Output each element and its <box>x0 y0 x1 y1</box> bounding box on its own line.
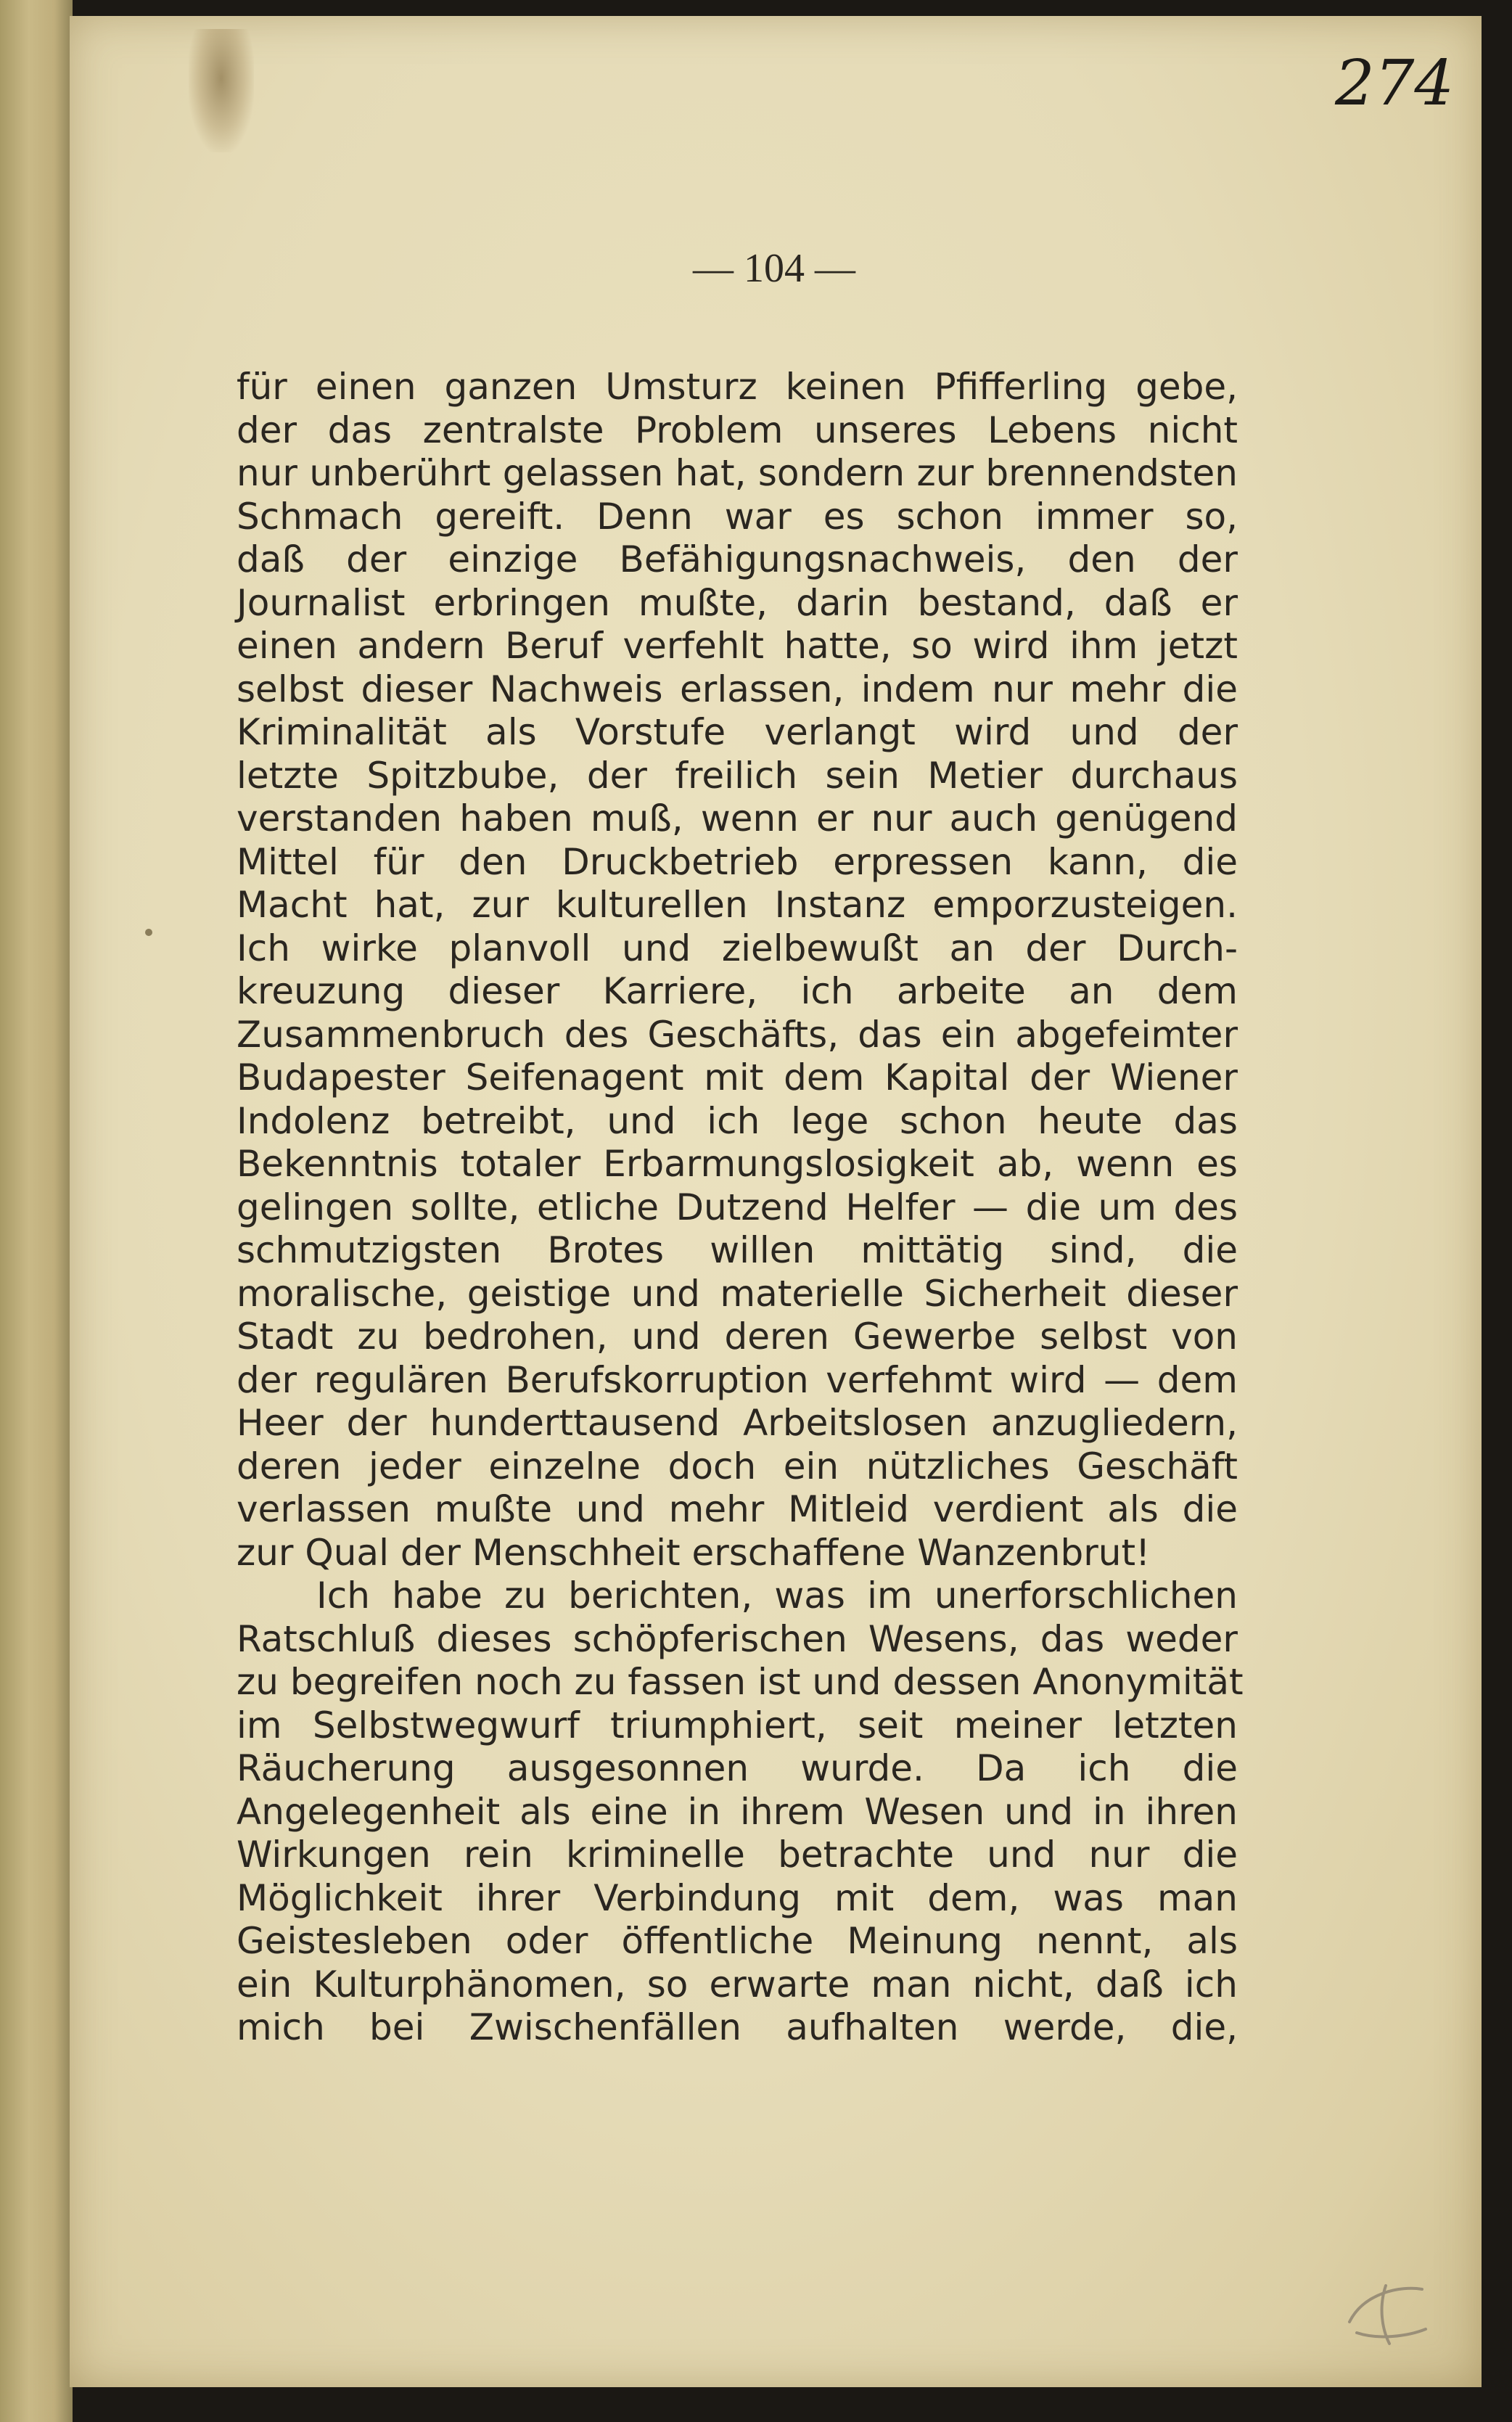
text-line: Räucherung ausgesonnen wurde. Da ich die <box>237 1747 1238 1789</box>
text-line: für einen ganzen Umsturz keinen Pfifferling gebe, <box>237 366 1238 408</box>
text-line: Heer der hunderttausend Arbeitslosen anzugliedern, <box>237 1402 1238 1444</box>
text-line: einen andern Beruf verfehlt hatte, so wird ihm jetzt <box>237 625 1238 667</box>
text-line: schmutzigsten Brotes willen mittätig sind, die <box>237 1229 1238 1271</box>
text-line: Zusammenbruch des Geschäfts, das ein abgefeimter <box>237 1013 1238 1056</box>
text-line: daß der einzige Befähigungsnachweis, den der <box>237 538 1238 580</box>
text-line: gelingen sollte, etliche Dutzend Helfer — die um des <box>237 1186 1238 1228</box>
book-spine <box>0 0 73 2422</box>
text-line: Geistesleben oder öffentliche Meinung nennt, als <box>237 1920 1238 1962</box>
text-line: verlassen mußte und mehr Mitleid verdient als die <box>237 1488 1238 1530</box>
text-line: Ratschluß dieses schöpferischen Wesens, das weder <box>237 1617 1238 1660</box>
text-line: Stadt zu bedrohen, und deren Gewerbe selbst von <box>237 1315 1238 1358</box>
page-number: — 104 — <box>693 246 855 291</box>
text-line: deren jeder einzelne doch ein nützliches Geschäft <box>237 1445 1238 1487</box>
text-line: moralische, geistige und materielle Sicherheit dieser <box>237 1272 1238 1315</box>
text-line: Ich habe zu berichten, was im unerforschlichen <box>316 1575 1238 1617</box>
text-line: Kriminalität als Vorstufe verlangt wird und der <box>237 711 1238 753</box>
text-line: Bekenntnis totaler Erbarmungslosigkeit ab, wenn es <box>237 1143 1238 1185</box>
text-line: kreuzung dieser Karriere, ich arbeite an dem <box>237 970 1238 1012</box>
handwritten-folio-number: 274 <box>1335 47 1455 120</box>
text-line: Indolenz betreibt, und ich lege schon heute das <box>237 1099 1238 1142</box>
text-line: Mittel für den Druckbetrieb erpressen kann, die <box>237 840 1238 883</box>
text-line: Macht hat, zur kulturellen Instanz emporzusteigen. <box>237 884 1238 926</box>
text-line: Wirkungen rein kriminelle betrachte und nur die <box>237 1834 1238 1876</box>
text-line: zu begreifen noch zu fassen ist und dessen Anonymität <box>237 1661 1244 1703</box>
text-line: Budapester Seifenagent mit dem Kapital der Wiener <box>237 1056 1238 1099</box>
text-line: Möglichkeit ihrer Verbindung mit dem, was man <box>237 1876 1238 1919</box>
text-line: selbst dieser Nachweis erlassen, indem nur mehr die <box>237 668 1238 710</box>
text-line: der das zentralste Problem unseres Lebens nicht <box>237 409 1238 451</box>
text-line: zur Qual der Menschheit erschaffene Wanzenbrut! <box>237 1531 1151 1574</box>
pencil-mark-icon <box>1335 2271 1437 2351</box>
ink-dot <box>145 929 152 936</box>
text-line: im Selbstwegwurf triumphiert, seit meiner letzten <box>237 1704 1238 1746</box>
text-line: letzte Spitzbube, der freilich sein Metier durchaus <box>237 754 1238 797</box>
text-line: Journalist erbringen mußte, darin bestand, daß er <box>237 581 1238 624</box>
text-line: mich bei Zwischenfällen aufhalten werde, die, <box>237 2006 1238 2048</box>
text-line: der regulären Berufskorruption verfehmt wird — dem <box>237 1358 1238 1401</box>
body-text <box>237 366 1244 2050</box>
text-line: Ich wirke planvoll und zielbewußt an der Durch- <box>237 927 1238 969</box>
paper-stain <box>189 29 254 152</box>
text-line: ein Kulturphänomen, so erwarte man nicht, daß ich <box>237 1963 1238 2006</box>
text-line: nur unberührt gelassen hat, sondern zur brennendsten <box>237 452 1238 494</box>
text-line: Angelegenheit als eine in ihrem Wesen und in ihren <box>237 1790 1238 1833</box>
text-line: Schmach gereift. Denn war es schon immer so, <box>237 495 1238 538</box>
text-line: verstanden haben muß, wenn er nur auch genügend <box>237 797 1238 840</box>
